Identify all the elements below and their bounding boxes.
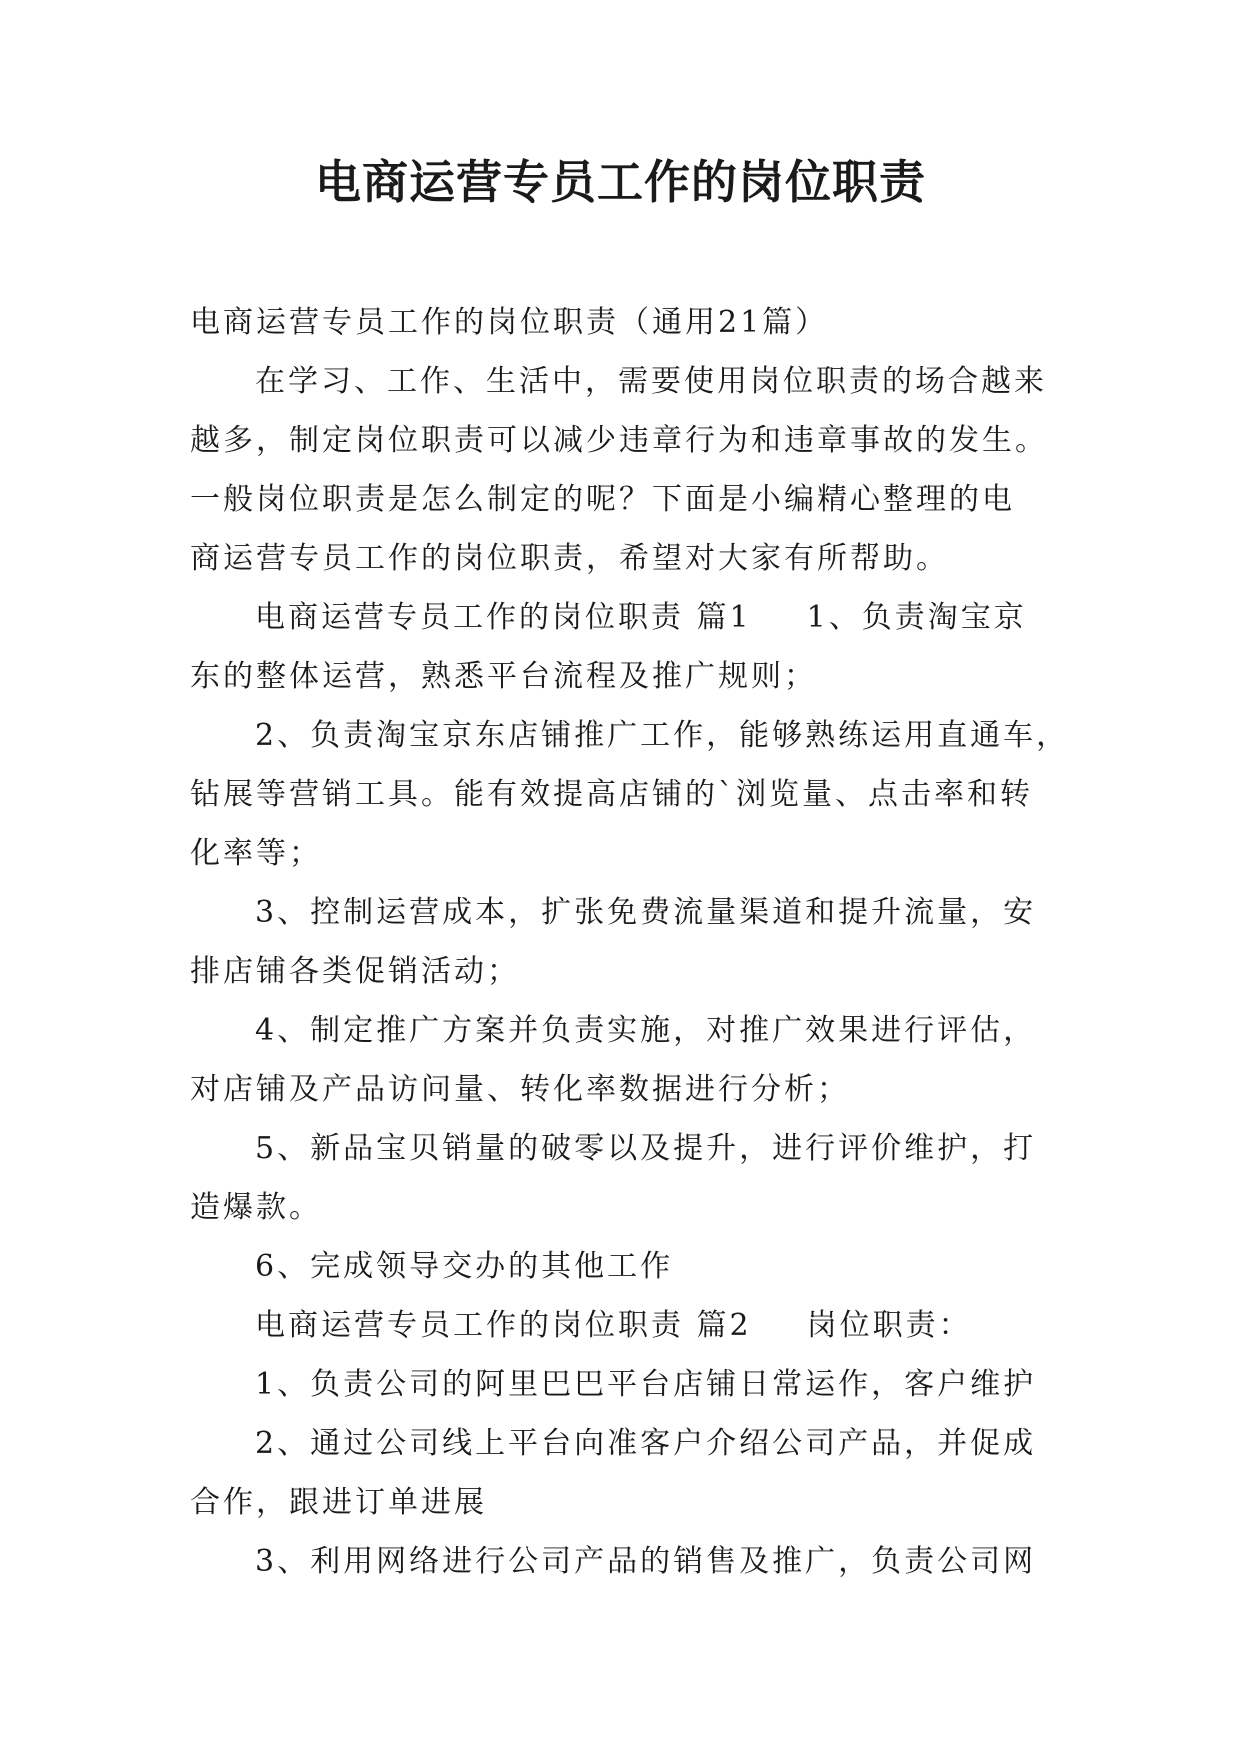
line-text: 商运营专员工作的岗位职责，希望对大家有所帮助。 (190, 541, 949, 576)
section-heading-line (190, 588, 1070, 647)
text-line (190, 1119, 1070, 1178)
line-text: 4、制定推广方案并负责实施，对推广效果进行评估， (255, 1013, 1037, 1048)
line-text: 3、控制运营成本，扩张免费流量渠道和提升流量，安 (255, 895, 1037, 930)
line-text: 东的整体运营，熟悉平台流程及推广规则； (190, 659, 817, 694)
text-line (190, 411, 1070, 470)
line-text: 对店铺及产品访问量、转化率数据进行分析； (190, 1072, 850, 1107)
text-line (190, 765, 1070, 824)
line-text: 3、利用网络进行公司产品的销售及推广，负责公司网 (255, 1544, 1037, 1579)
line-text: 在学习、工作、生活中，需要使用岗位职责的场合越来 (255, 364, 1047, 399)
document-body (190, 293, 1070, 1591)
text-line (190, 1532, 1070, 1591)
text-line (190, 1473, 1070, 1532)
line-text: 钻展等营销工具。能有效提高店铺的`浏览量、点击率和转 (190, 777, 1033, 812)
text-line (190, 470, 1070, 529)
text-line (190, 529, 1070, 588)
line-text: 2、负责淘宝京东店铺推广工作，能够熟练运用直通车， (255, 718, 1070, 753)
line-text: 造爆款。 (190, 1190, 322, 1225)
line-text: 2、通过公司线上平台向准客户介绍公司产品，并促成 (255, 1426, 1037, 1461)
text-line (190, 352, 1070, 411)
line-text: 1、负责公司的阿里巴巴平台店铺日常运作，客户维护 (255, 1367, 1037, 1402)
text-line (190, 293, 1070, 352)
text-line (190, 824, 1070, 883)
text-line (190, 1060, 1070, 1119)
text-line (190, 1414, 1070, 1473)
text-line (190, 1001, 1070, 1060)
text-line (190, 883, 1070, 942)
line-text: 5、新品宝贝销量的破零以及提升，进行评价维护，打 (255, 1131, 1037, 1166)
text-line (190, 1178, 1070, 1237)
text-line (190, 647, 1070, 706)
line-text: 6、完成领导交办的其他工作 (255, 1249, 674, 1284)
line-text: 岗位职责： (806, 1308, 972, 1343)
text-line (190, 1355, 1070, 1414)
section-heading: 电商运营专员工作的岗位职责 篇1 (255, 600, 752, 635)
line-text: 1、负责淘宝京 (806, 600, 1027, 635)
line-text: 化率等； (190, 836, 322, 871)
text-line (190, 706, 1070, 765)
text-line (190, 942, 1070, 1001)
line-text: 合作，跟进订单进展 (190, 1485, 487, 1520)
section-heading: 电商运营专员工作的岗位职责 篇2 (255, 1308, 752, 1343)
line-text: 排店铺各类促销活动； (190, 954, 520, 989)
document-title: 电商运营专员工作的岗位职责 (315, 155, 926, 209)
section-heading-line (190, 1296, 1070, 1355)
text-line (190, 1237, 1070, 1296)
line-text: 越多，制定岗位职责可以减少违章行为和违章事故的发生。 (190, 423, 1048, 458)
line-text: 电商运营专员工作的岗位职责（通用21篇） (190, 305, 829, 340)
line-text: 一般岗位职责是怎么制定的呢？下面是小编精心整理的电 (190, 482, 1015, 517)
